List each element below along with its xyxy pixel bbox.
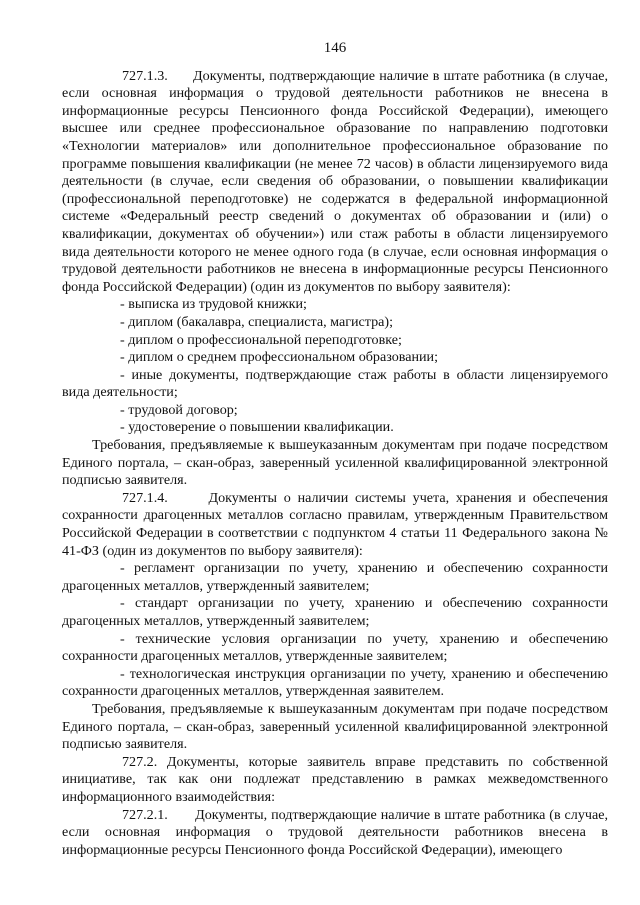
list-item: - удостоверение о повышении квалификации. <box>120 419 394 436</box>
list-item: - диплом о среднем профессиональном образовании; <box>120 349 439 366</box>
section-number: 727.1.3. <box>122 67 168 84</box>
section-number: 727.2.1. <box>122 806 168 823</box>
paragraph-727-1-3 <box>62 68 608 297</box>
paragraph-727-1-4 <box>62 490 608 560</box>
page-number: 146 <box>323 40 347 56</box>
section-text: Документы, подтверждающие наличие в штате работника (в случае, если основная информация о трудовой деятельности работников внесена в информационные ресурсы Пенсионного фонда Российской Федерации), имеющего <box>62 806 608 858</box>
section-number: 727.1.4. <box>122 489 168 506</box>
list-item: - стандарт организации по учету, хранению и обеспечению сохранности драгоценных металлов, утвержденный заявителем; <box>62 595 608 629</box>
list-item: - иные документы, подтверждающие стаж работы в области лицензируемого вида деятельности; <box>62 366 608 401</box>
paragraph-727-2 <box>62 754 608 807</box>
section-text: Документы, подтверждающие наличие в штате работника (в случае, если основная информация о трудовой деятельности работников не внесена в информационные ресурсы Пенсионного фонда Российской Федерации), имеющего высшее или среднее профессиональное образование по направлению подготовки «Технологии материалов» или дополнительное профессиональное образование по программе повышения квалификации (не менее 72 часов) в области лицензируемого вида деятельности (в случае, если сведения об образовании, о повышении квалификации (профессиональной переподготовке) не содержатся в федеральной информационной системе «Федеральный реестр сведений о документах об образовании и (или) о квалификации, документах об обучении») или стаж работы в области лицензируемого вида деятельности которого не менее одного года (в случае, если основная информация о трудовой деятельности работников не внесена в информационные ресурсы Пенсионного фонда Российской Федерации) (один из документов по выбору заявителя): <box>62 67 609 295</box>
list-item: - трудовой договор; <box>120 401 238 418</box>
requirements-paragraph: Требования, предъявляемые к вышеуказанным документам при подаче посредством Единого портала, – скан-образ, заверенный усиленной квалифицированной электронной подписью заявителя. <box>62 700 608 753</box>
list-item: - выписка из трудовой книжки; <box>120 296 307 313</box>
list-item: - регламент организации по учету, хранению и обеспечению сохранности драгоценных металлов, утвержденный заявителем; <box>62 560 608 594</box>
list-item: - технические условия организации по учету, хранению и обеспечению сохранности драгоценных металлов, утвержденные заявителем; <box>62 630 608 665</box>
list-item: - технологическая инструкция организации по учету, хранению и обеспечению сохранности драгоценных металлов, утвержденная заявителем. <box>62 665 608 700</box>
requirements-paragraph: Требования, предъявляемые к вышеуказанным документам при подаче посредством Единого портала, – скан-образ, заверенный усиленной квалифицированной электронной подписью заявителя. <box>62 437 608 489</box>
list-item: - диплом (бакалавра, специалиста, магистра); <box>120 313 394 330</box>
section-text: Документы, которые заявитель вправе представить по собственной инициативе, так как они подлежат представлению в рамках межведомственного информационного взаимодействия: <box>62 753 608 805</box>
section-number: 727.2. <box>122 753 158 770</box>
list-item: - диплом о профессиональной переподготовке; <box>120 331 402 348</box>
paragraph-727-2-1 <box>62 807 608 860</box>
section-text: Документы о наличии системы учета, хранения и обеспечения сохранности драгоценных металлов согласно правилам, утвержденным Правительством Российской Федерации в соответствии с подпунктом 4 статьи 11 Федерального закона № 41-ФЗ (один из документов по выбору заявителя): <box>62 489 608 559</box>
document-page <box>62 40 608 859</box>
